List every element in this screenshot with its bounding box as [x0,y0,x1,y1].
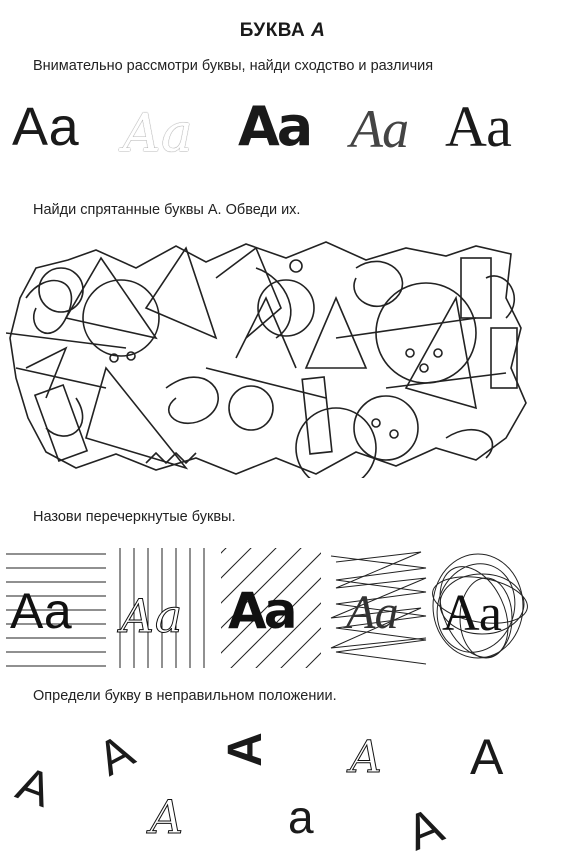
letter-sample-serif: Аа [445,94,512,159]
instruction-find-hidden: Найди спрятанные буквы А. Обведи их. [33,202,301,218]
rotated-letter-6: A [150,790,184,844]
letter-sample-sans: Аа [12,97,79,157]
page-title [0,20,565,42]
rotated-letter-1: A [9,757,59,818]
crossed-letter-italic: Аа [346,586,399,639]
rotated-letter-8: A [398,796,451,862]
crossed-letter-bold: Аа [228,582,295,640]
instruction-crossed: Назови перечеркнутые буквы. [33,509,236,525]
crossed-letter-serif: Аа [442,585,502,642]
title-letter: А [311,20,326,41]
rotated-letter-2: A [89,724,143,787]
letter-sample-italic: Аа [350,99,410,159]
rotated-letter-7: a [288,791,314,843]
instruction-wrong-position: Определи букву в неправильном положении. [33,688,337,704]
crossed-letter-script: Аа [120,589,183,643]
rotated-letter-5: A [470,729,504,785]
crossed-letter-sans: Аа [10,583,72,639]
letter-sample-bold: Аа [238,95,311,158]
title-prefix: БУКВА [239,20,312,41]
hidden-letters-puzzle [6,238,532,478]
instruction-compare: Внимательно рассмотри буквы, найди сходство и различия [33,58,434,74]
letter-sample-script: Аа [122,104,193,164]
rotated-letter-3: A [218,732,272,767]
rotated-letter-4: A [350,732,382,783]
crossed-letters-panel [6,548,532,672]
